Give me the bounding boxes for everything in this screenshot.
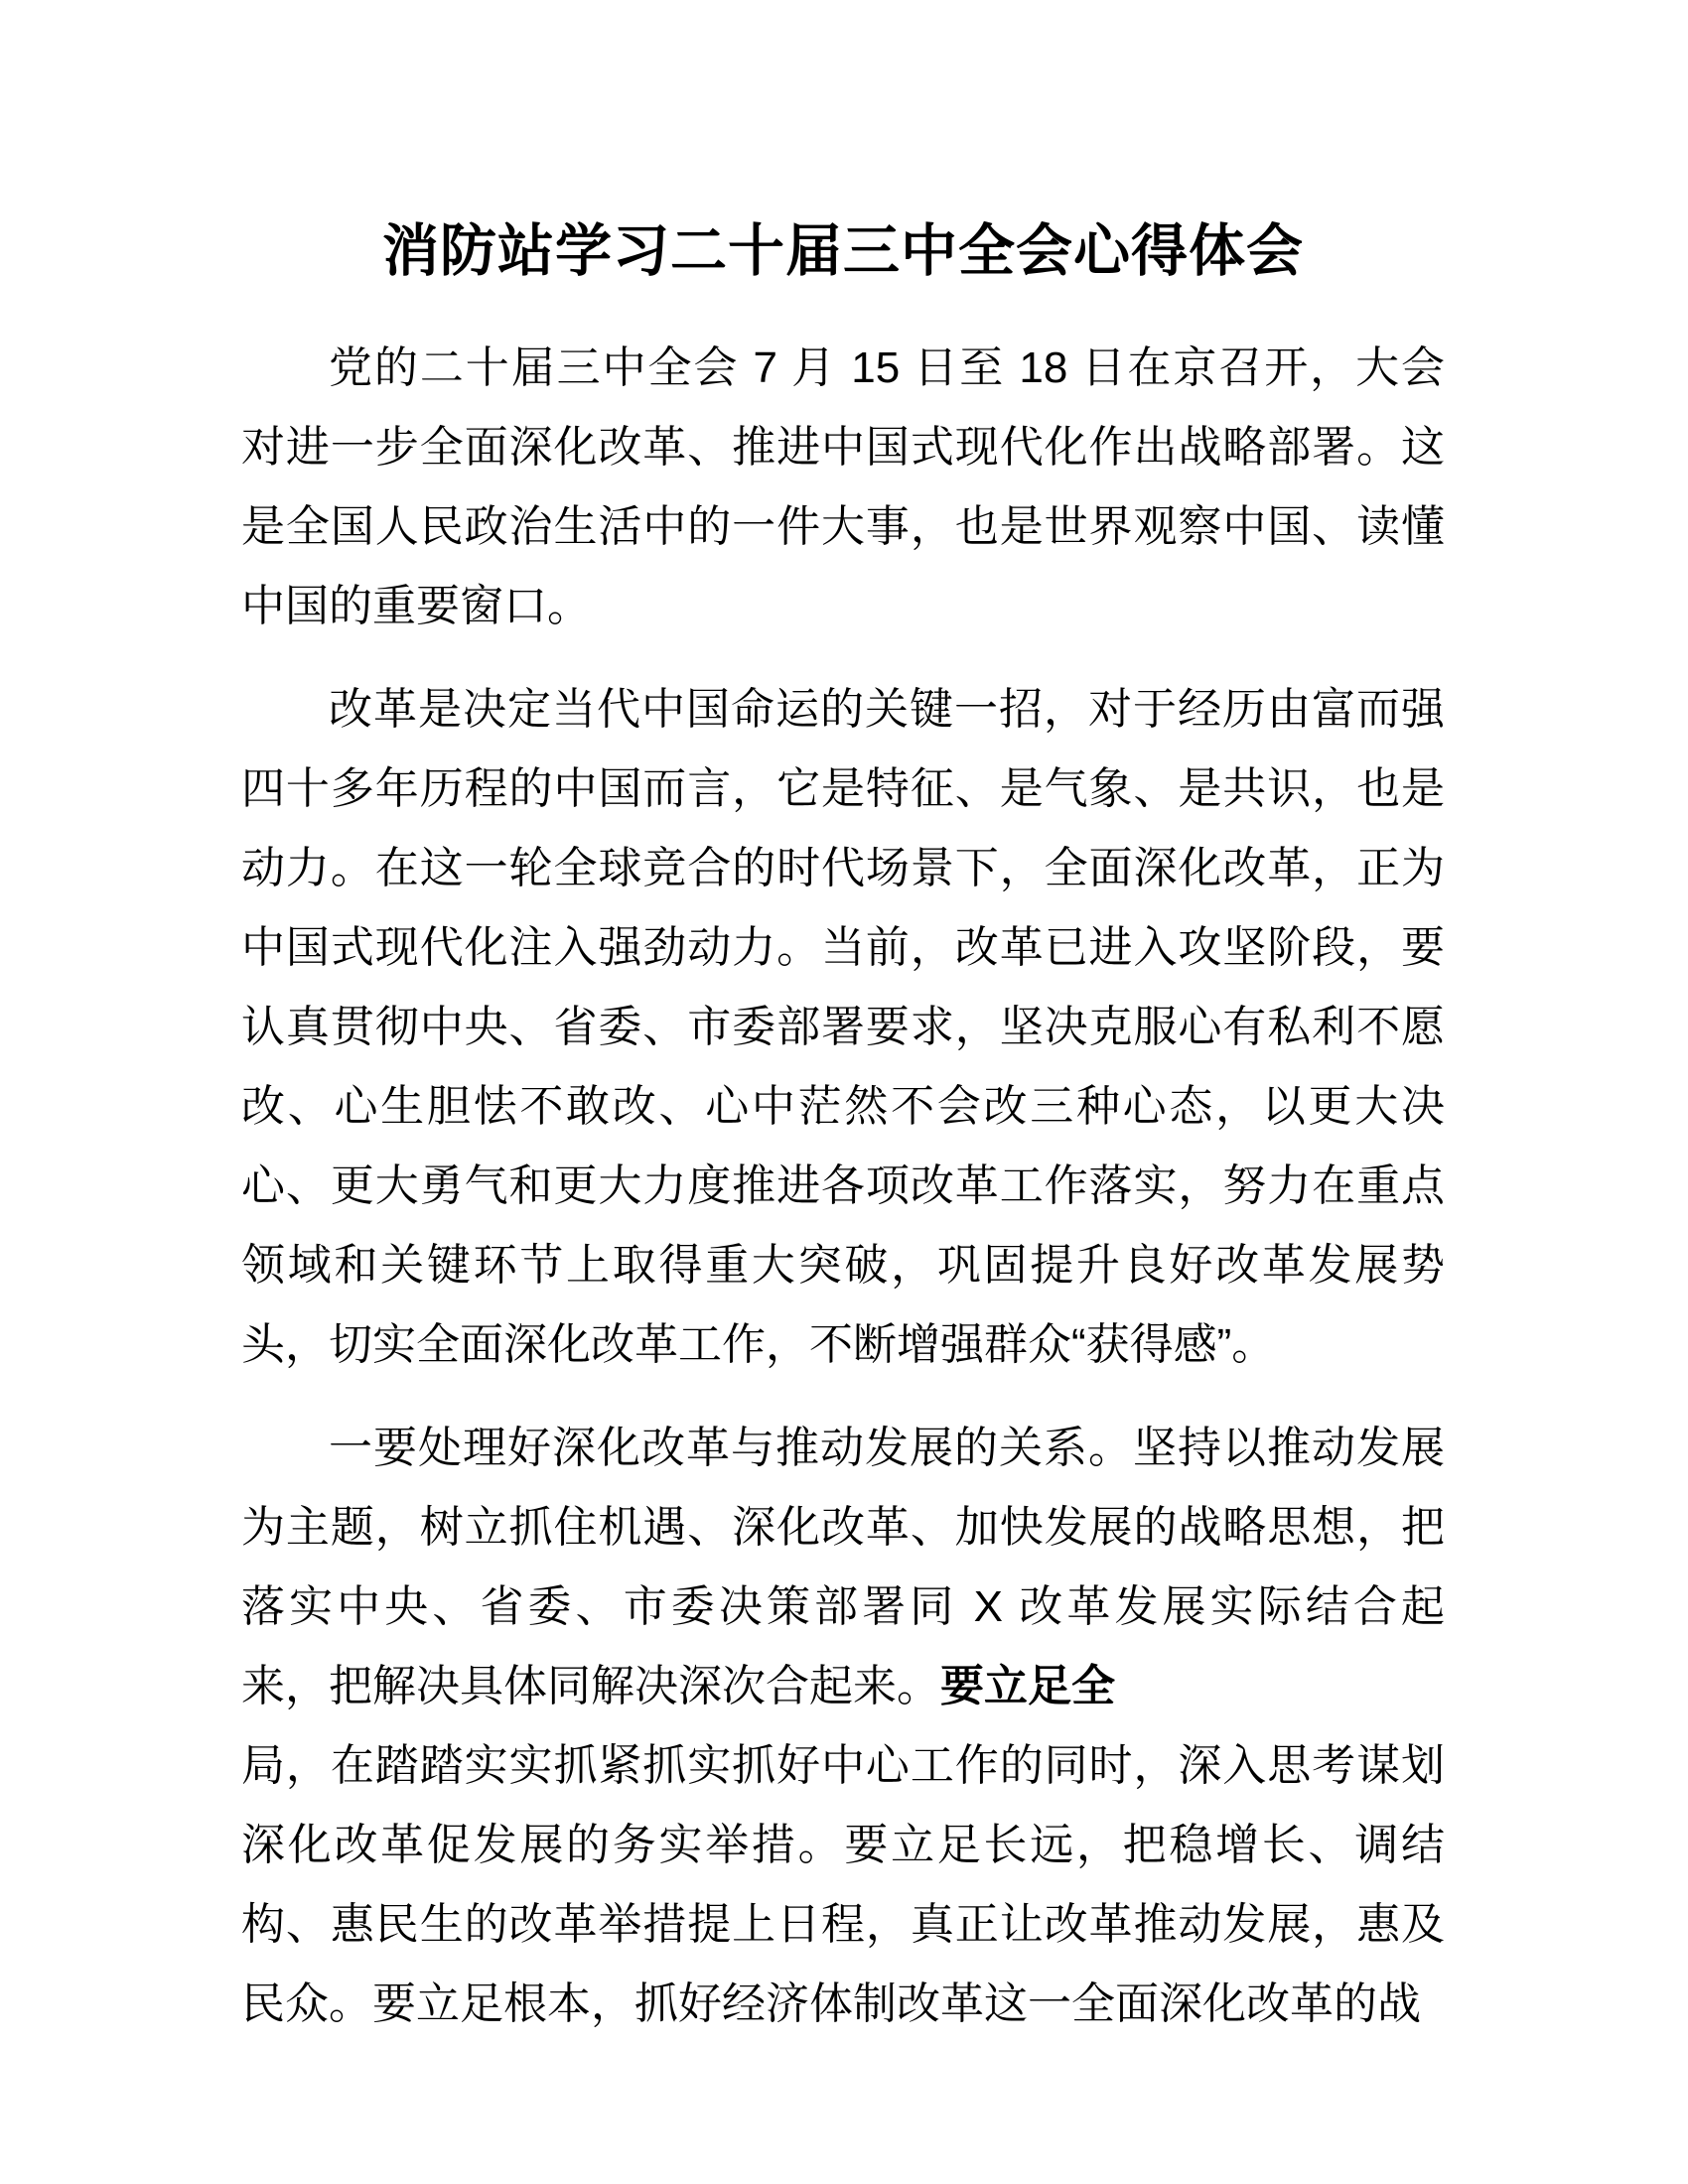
text-line (241, 908, 1445, 988)
text-segment: 对进一步全面深化改革、推进中国式现代化作出战略部署。这 (241, 422, 1445, 472)
text-line (241, 988, 1445, 1067)
bold-text-segment: 要立足全 (940, 1661, 1115, 1710)
text-segment: 党的二十届三中全会 7 月 15 日至 18 日在京召开，大会 (329, 342, 1445, 392)
text-segment: 构、惠民生的改革举措提上日程，真正让改革推动发展，惠及 (241, 1899, 1445, 1949)
text-line (241, 829, 1445, 908)
text-segment: 心、更大勇气和更大力度推进各项改革工作落实，努力在重点 (241, 1160, 1445, 1210)
text-line (241, 1305, 1445, 1385)
text-segment: 四十多年历程的中国而言，它是特征、是气象、是共识，也是 (241, 763, 1445, 813)
text-segment: 深化改革促发展的务实举措。要立足长远，把稳增长、调结 (241, 1820, 1445, 1869)
document-content (241, 220, 1445, 2044)
text-segment: 动力。在这一轮全球竞合的时代场景下，全面深化改革，正为 (241, 843, 1445, 892)
text-segment: 领域和关键环节上取得重大突破，巩固提升良好改革发展势 (241, 1240, 1445, 1290)
paragraph (241, 1409, 1445, 2044)
text-line (241, 567, 1445, 646)
text-line (241, 1647, 1445, 1726)
paragraph (241, 329, 1445, 646)
text-segment: 局，在踏踏实实抓紧抓实抓好中心工作的同时，深入思考谋划 (241, 1740, 1445, 1790)
text-segment: 民众。要立足根本，抓好经济体制改革这一全面深化改革的战 (241, 1979, 1421, 2028)
paragraph (241, 670, 1445, 1385)
text-segment: 认真贯彻中央、省委、市委部署要求，坚决克服心有私利不愿 (241, 1002, 1445, 1051)
text-line (241, 1067, 1445, 1147)
text-line (241, 1965, 1445, 2044)
text-segment: 改革是决定当代中国命运的关键一招，对于经历由富而强 (329, 684, 1445, 734)
text-line (241, 487, 1445, 567)
text-line (241, 1806, 1445, 1885)
text-line (241, 329, 1445, 408)
text-segment: 改、心生胆怯不敢改、心中茫然不会改三种心态，以更大决 (241, 1081, 1445, 1131)
text-line (241, 1488, 1445, 1568)
text-line (241, 750, 1445, 829)
text-segment: 为主题，树立抓住机遇、深化改革、加快发展的战略思想，把 (241, 1502, 1445, 1552)
text-segment: 来，把解决具体同解决深次合起来。 (241, 1661, 940, 1710)
text-segment: 中国式现代化注入强劲动力。当前，改革已进入攻坚阶段，要 (241, 922, 1445, 972)
text-line (241, 408, 1445, 487)
text-line (241, 1409, 1445, 1488)
document-title: 消防站学习二十届三中全会心得体会 (382, 219, 1304, 283)
text-line (241, 1885, 1445, 1965)
text-segment: 落实中央、省委、市委决策部署同 X 改革发展实际结合起 (241, 1581, 1445, 1631)
document-body (241, 329, 1445, 2044)
text-segment: 中国的重要窗口。 (241, 581, 591, 630)
text-line (241, 670, 1445, 750)
text-line (241, 1726, 1445, 1806)
text-line (241, 1226, 1445, 1305)
text-line (241, 1568, 1445, 1647)
text-segment: 头，切实全面深化改革工作，不断增强群众“获得感”。 (241, 1319, 1276, 1369)
text-line (241, 1147, 1445, 1226)
text-segment: 是全国人民政治生活中的一件大事，也是世界观察中国、读懂 (241, 501, 1445, 551)
text-segment: 一要处理好深化改革与推动发展的关系。坚持以推动发展 (329, 1423, 1445, 1472)
